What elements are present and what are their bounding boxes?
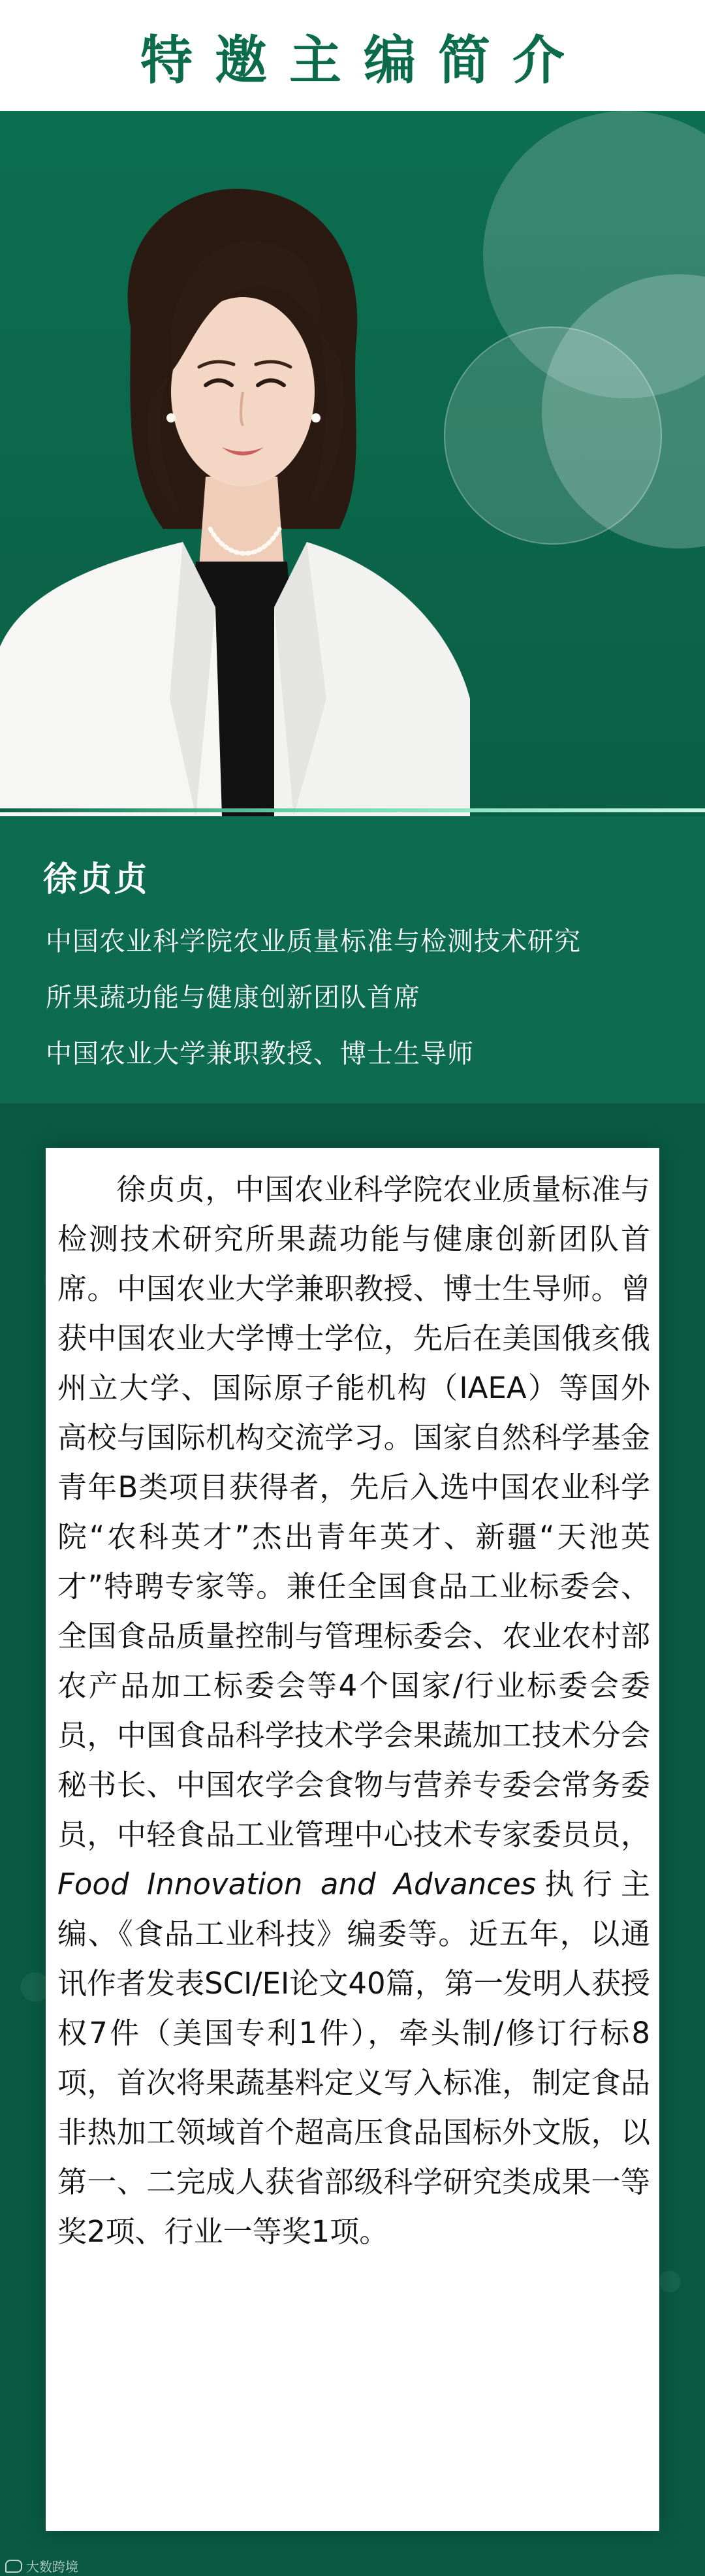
watermark-logo-icon bbox=[5, 2560, 22, 2573]
profile-title-line: 所果蔬功能与健康创新团队首席 bbox=[46, 983, 420, 1013]
bio-text bbox=[57, 1165, 650, 2257]
watermark bbox=[5, 2556, 78, 2575]
page-title: 特邀主编简介 bbox=[140, 29, 587, 91]
journal-name: Food Innovation and Advances bbox=[57, 1867, 537, 1901]
bio-card bbox=[46, 1148, 659, 2531]
hero-section bbox=[0, 111, 705, 816]
bio-text-part: 徐贞贞，中国农业科学院农业质量标准与检测技术研究所果蔬功能与健康创新团队首席。中国农业大学兼职教授、博士生导师。曾获中国农业大学博士学位，先后在美国俄亥俄州立大学、国际原子能机构（IAEA）等国外高校与国际机构交流学习。国家自然科学基金青年B类项目获得者，先后入选中国农业科学院“农科英才”杰出青年英才、新疆“天池英才”特聘专家等。兼任全国食品工业标委会、全国食品质量控制与管理标委会、农业农村部农产品加工标委会等4个国家/行业标委会委员，中国食品科学技术学会果蔬加工技术分会秘书长、中国农学会食物与营养专委会常务委员，中轻食品工业管理中心技术专家委员员， bbox=[57, 1172, 650, 1852]
watermark-text: 大数跨境 bbox=[26, 2559, 78, 2575]
hero-divider-line bbox=[0, 808, 705, 812]
profile-title-line: 中国农业科学院农业质量标准与检测技术研究 bbox=[46, 927, 581, 957]
profile-panel bbox=[0, 816, 705, 1104]
portrait-photo bbox=[0, 111, 470, 816]
decor-circle bbox=[444, 326, 662, 545]
profile-name: 徐贞贞 bbox=[43, 860, 149, 899]
profile-title-line: 中国农业大学兼职教授、博士生导师 bbox=[46, 1039, 474, 1069]
header-banner bbox=[0, 0, 705, 111]
bio-text-part: 执行主编、《食品工业科技》编委等。近五年，以通讯作者发表SCI/EI论文40篇，第一发明人获授权7件（美国专利1件），牵头制/修订行标8项，首次将果蔬基料定义写入标准，制定食品非热加工领域首个超高压食品国标外文版，以第一、二完成人获省部级科学研究类成果一等奖2项、行业一等奖1项。 bbox=[57, 1867, 650, 2249]
